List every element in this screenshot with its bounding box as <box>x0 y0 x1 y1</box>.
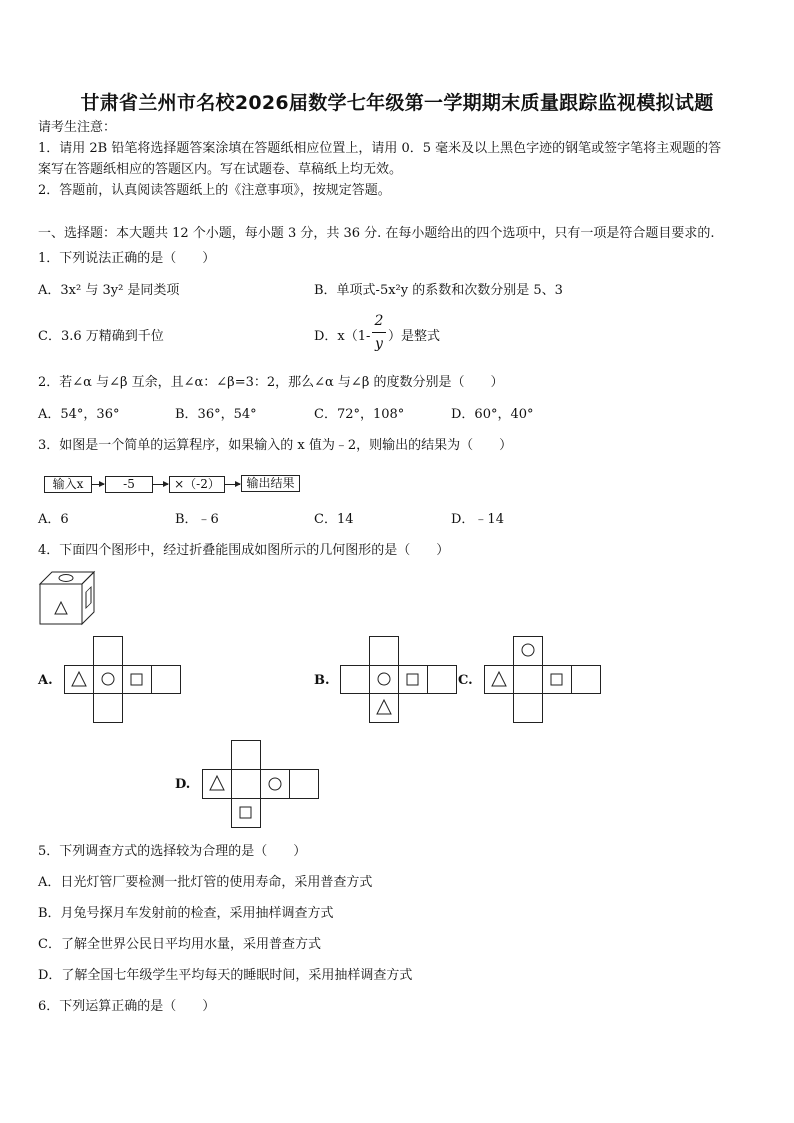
flow-multiply-box: ×（-2） <box>169 476 225 493</box>
flow-arrow <box>152 484 168 485</box>
notice-item-1-line-2: 案写在答题纸相应的答题区内。写在试题卷、草稿纸上均无效。 <box>38 162 403 177</box>
q3-option-b: B．﹣6 <box>175 512 219 527</box>
q3-option-a: A．6 <box>38 512 69 527</box>
net-a-figure <box>64 636 182 724</box>
q1-option-b: B．单项式-5x²y 的系数和次数分别是 5、3 <box>314 283 563 298</box>
fraction-bar <box>372 332 386 333</box>
q1-stem: 1．下列说法正确的是（ ） <box>38 251 216 266</box>
notice-item-2: 2．答题前，认真阅读答题纸上的《注意事项》，按规定答题。 <box>38 183 391 198</box>
flow-subtract-box: -5 <box>105 476 153 493</box>
q4-option-a-label: A. <box>38 673 53 688</box>
q3-option-d: D．﹣14 <box>451 512 504 527</box>
q3-option-c: C．14 <box>314 512 354 527</box>
notice-item-1-line-1: 1．请用 2B 铅笔将选择题答案涂填在答题纸相应位置上，请用 0．5 毫米及以上黑色字迹的钢笔或签字笔将主观题的答 <box>38 141 722 156</box>
q2-option-a: A．54°，36° <box>38 407 120 422</box>
q4-option-b-label: B. <box>314 673 330 688</box>
q1-fraction-denominator: y <box>375 336 383 352</box>
flow-input-box: 输入x <box>44 476 92 493</box>
q1-option-a: A．3x² 与 3y² 是同类项 <box>38 283 180 298</box>
q2-option-c: C．72°，108° <box>314 407 405 422</box>
q4-stem: 4．下面四个图形中，经过折叠能围成如图所示的几何图形的是（ ） <box>38 543 450 558</box>
net-b-figure <box>340 636 458 724</box>
q1-option-c: C．3.6 万精确到千位 <box>38 329 164 344</box>
q2-stem: 2．若∠α 与∠β 互余，且∠α：∠β=3：2，那么∠α 与∠β 的度数分别是（ ） <box>38 375 504 390</box>
net-d-figure <box>202 740 320 830</box>
page-title: 甘肃省兰州市名校2026届数学七年级第一学期期末质量跟踪监视模拟试题 <box>80 92 714 114</box>
section-heading: 一、选择题：本大题共 12 个小题，每小题 3 分，共 36 分. 在每小题给出的四个选项中，只有一项是符合题目要求的. <box>38 226 715 241</box>
q5-option-d: D．了解全国七年级学生平均每天的睡眠时间，采用抽样调查方式 <box>38 968 413 983</box>
q5-option-b: B．月兔号探月车发射前的检查，采用抽样调查方式 <box>38 906 334 921</box>
q4-option-c-label: C. <box>458 673 473 688</box>
flow-arrow <box>224 484 240 485</box>
q5-option-a: A．日光灯管厂要检测一批灯管的使用寿命，采用普查方式 <box>38 875 373 890</box>
q2-option-b: B．36°，54° <box>175 407 257 422</box>
net-c-figure <box>484 636 602 724</box>
q6-stem: 6．下列运算正确的是（ ） <box>38 999 216 1014</box>
q2-option-d: D．60°，40° <box>451 407 534 422</box>
q1-fraction-numerator: 2 <box>374 313 384 329</box>
flow-arrow <box>91 484 104 485</box>
cube-figure <box>36 568 98 628</box>
q4-option-d-label: D. <box>175 777 191 792</box>
q1-option-d-suffix: ）是整式 <box>388 329 441 344</box>
q5-option-c: C．了解全世界公民日平均用水量，采用普查方式 <box>38 937 321 952</box>
q5-stem: 5．下列调查方式的选择较为合理的是（ ） <box>38 844 307 859</box>
notice-heading: 请考生注意： <box>38 120 117 135</box>
flow-output-box: 输出结果 <box>241 475 300 492</box>
q1-option-d-prefix: D．x（1- <box>314 329 371 344</box>
q3-stem: 3．如图是一个简单的运算程序，如果输入的 x 值为﹣2，则输出的结果为（ ） <box>38 438 513 453</box>
